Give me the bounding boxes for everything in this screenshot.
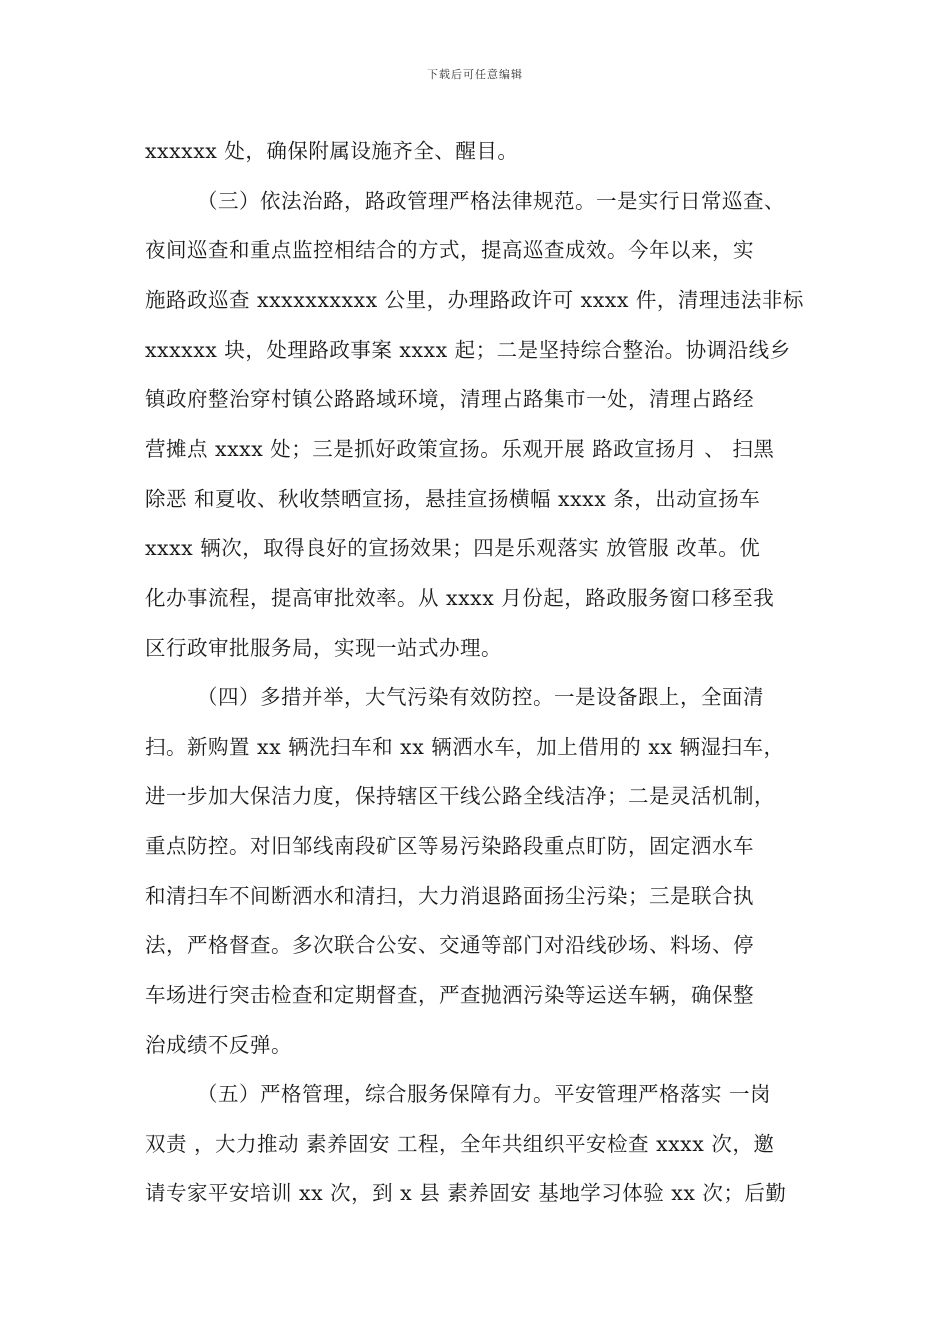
text-line: xxxx 辆次，取得良好的宣扬效果；四是乐观落实 放管服 改革。优 [145,536,761,560]
text-line: 化办事流程，提高审批效率。从 xxxx 月份起，路政服务窗口移至我 [145,586,775,610]
text-line: 区行政审批服务局，实现一站式办理。 [145,636,502,660]
text-line: 双责 ，大力推动 素养固安 工程，全年共组织平安检查 xxxx 次，邀 [145,1132,775,1156]
paragraph-3-start: （三）依法治路，路政管理严格法律规范。一是实行日常巡查、 [197,189,785,213]
text-line: 扫。新购置 xx 辆洗扫车和 xx 辆洒水车，加上借用的 xx 辆湿扫车， [145,735,785,759]
page-header: 下载后可任意编辑 [427,68,523,81]
text-line: 除恶 和夏收、秋收禁晒宣扬，悬挂宣扬横幅 xxxx 条，出动宣扬车 [145,487,761,511]
text-line: xxxxxx 块，处理路政事案 xxxx 起；二是坚持综合整治。协调沿线乡 [145,338,791,362]
text-line: 治成绩不反弹。 [145,1033,292,1057]
text-line: 重点防控。对旧邹线南段矿区等易污染路段重点盯防，固定洒水车 [145,834,754,858]
text-line: xxxxxx 处，确保附属设施齐全、醒目。 [145,139,519,163]
text-line: 进一步加大保洁力度，保持辖区干线公路全线洁净；二是灵活机制， [145,784,775,808]
text-line: 法，严格督查。多次联合公安、交通等部门对沿线砂场、料场、停 [145,933,754,957]
text-line: 夜间巡查和重点监控相结合的方式，提高巡查成效。今年以来，实 [145,238,754,262]
text-line: 和清扫车不间断洒水和清扫，大力消退路面扬尘污染；三是联合执 [145,884,754,908]
paragraph-4-start: （四）多措并举，大气污染有效防控。一是设备跟上，全面清 [197,685,764,709]
text-line: 营摊点 xxxx 处；三是抓好政策宣扬。乐观开展 路政宣扬月 、 扫黑 [145,437,775,461]
paragraph-5-start: （五）严格管理，综合服务保障有力。平安管理严格落实 一岗 [197,1082,772,1106]
text-line: 请专家平安培训 xx 次，到 x 县 素养固安 基地学习体验 xx 次；后勤 [145,1181,787,1205]
text-line: 车场进行突击检查和定期督查，严查抛洒污染等运送车辆，确保整 [145,983,754,1007]
text-line: 镇政府整治穿村镇公路路域环境，清理占路集市一处，清理占路经 [145,387,754,411]
text-line: 施路政巡查 xxxxxxxxxx 公里，办理路政许可 xxxx 件，清理违法非标 [145,288,804,312]
